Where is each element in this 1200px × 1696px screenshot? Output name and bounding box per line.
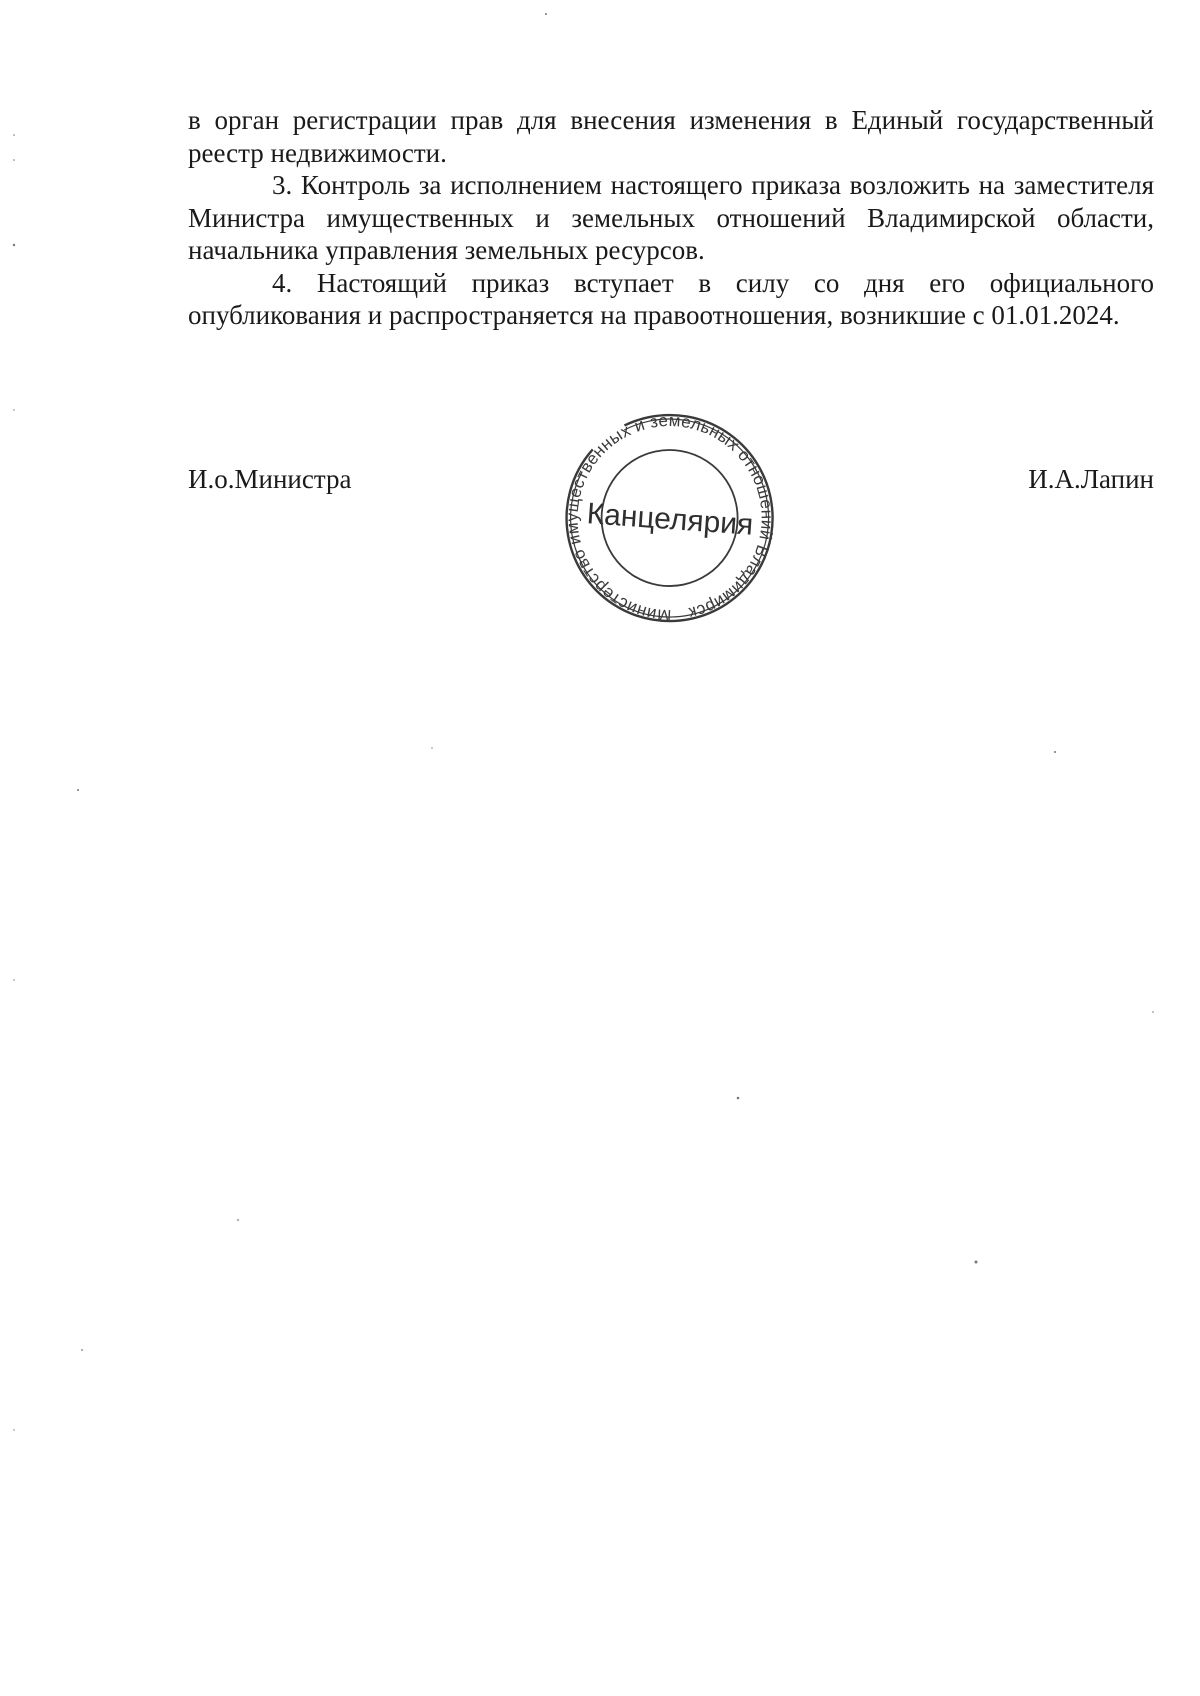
body-text <box>188 104 1154 332</box>
paragraph-item-4: 4. Настоящий приказ вступает в силу со дня его официального опубликования и распространяется на правоотношения, возникшие с 01.01.2024. <box>188 267 1154 330</box>
paragraph-continuation: в орган регистрации прав для внесения изменения в Единый государственный реестр недвижимости. <box>188 105 1154 168</box>
signatory-name: И.А.Лапин <box>1028 464 1154 494</box>
signatory-position: И.о.Министра <box>188 464 352 494</box>
stamp-seal-icon <box>560 405 780 635</box>
stamp-center-text: Канцелярия <box>585 497 755 542</box>
paragraph-item-3: 3. Контроль за исполнением настоящего приказа возложить на заместителя Министра имущественных и земельных отношений Владимирской области, начальника управления земельных ресурсов. <box>188 170 1154 265</box>
stamp-ring-text: Министерство имущественных и земельных отношений Владимирской <box>562 410 777 626</box>
